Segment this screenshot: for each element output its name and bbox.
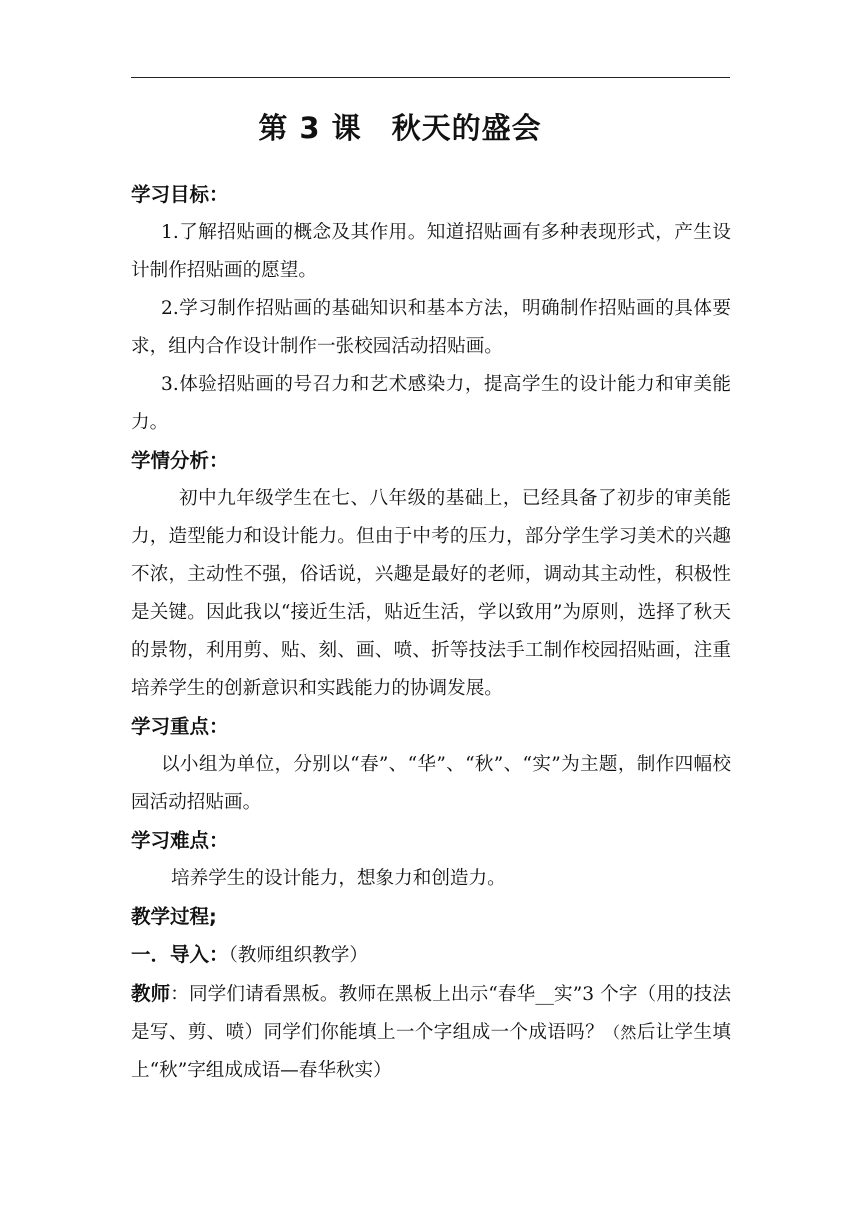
step-1-label: 一．导入：: [131, 943, 229, 966]
document-body: [131, 176, 731, 1090]
process-step-1: [131, 936, 731, 975]
analysis-heading: 学情分析：: [131, 449, 229, 472]
teacher-label: 教师: [131, 982, 171, 1005]
step-1-note: （教师组织教学）: [228, 945, 368, 966]
key-points-text: 以小组为单位，分别以“春”、“华”、“秋”、“实”为主题，制作四幅校园活动招贴画。: [131, 754, 731, 813]
objective-item-2: 2.学习制作招贴画的基础知识和基本方法，明确制作招贴画的具体要求，组内合作设计制作一张校园活动招贴画。: [131, 298, 731, 357]
teacher-note: （然: [604, 1023, 637, 1042]
objectives-heading: 学习目标：: [131, 183, 229, 206]
teacher-text-2: 后让学生填上“秋”字组成成语—春华秋实）: [131, 1022, 731, 1081]
difficulties-heading: 学习难点：: [131, 829, 229, 852]
difficulties-text: 培养学生的设计能力，想象力和创造力。: [171, 868, 506, 889]
process-heading: 教学过程;: [131, 905, 217, 928]
teacher-dialogue: [131, 975, 731, 1090]
lesson-title: 第 3 课 秋天的盛会: [258, 111, 542, 145]
analysis-text: 初中九年级学生在七、八年级的基础上，已经具备了初步的审美能力，造型能力和设计能力。但由于中考的压力，部分学生学习美术的兴趣不浓，主动性不强，俗话说，兴趣是最好的老师，调动其主动性，积极性是关键。因此我以“接近生活，贴近生活，学以致用”为原则，选择了秋天的景物，利用剪、贴、刻、画、喷、折等技法手工制作校园招贴画，注重培养学生的创新意识和实践能力的协调发展。: [131, 488, 731, 699]
teacher-text: ：同学们请看黑板。教师在黑板上出示“春华__实”3 个字（用的技法是写、剪、喷）同学们你能填上一个字组成一个成语吗？: [131, 984, 731, 1043]
key-points-heading: 学习重点：: [131, 715, 229, 738]
header-rule: [131, 77, 730, 78]
objective-item-1: 1.了解招贴画的概念及其作用。知道招贴画有多种表现形式，产生设计制作招贴画的愿望。: [131, 222, 731, 281]
objective-item-3: 3.体验招贴画的号召力和艺术感染力，提高学生的设计能力和审美能力。: [131, 374, 731, 433]
